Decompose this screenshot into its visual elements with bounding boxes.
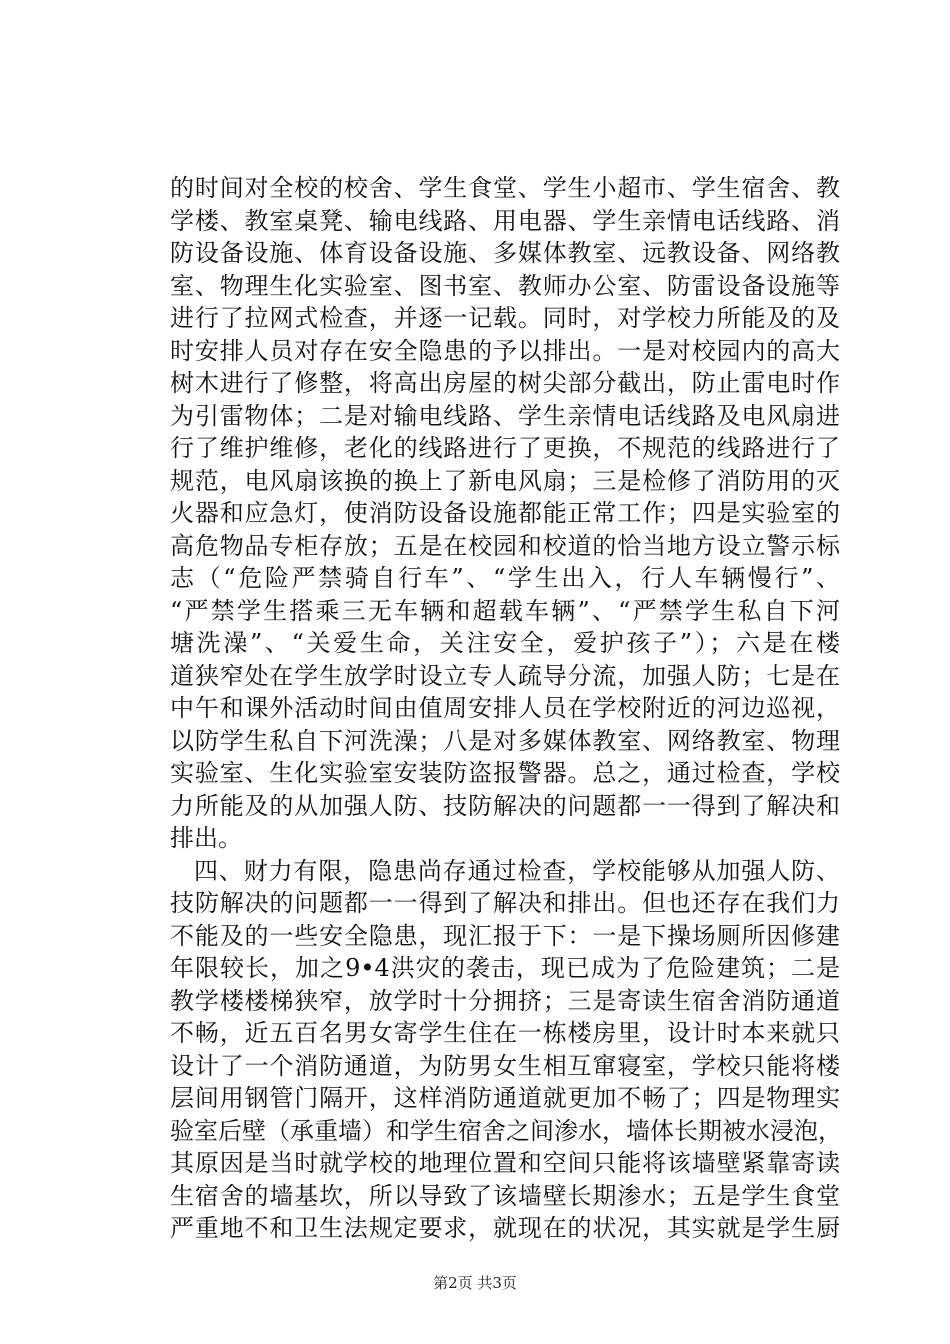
section-heading-line: 四、财力有限，隐患尚存通过检查，学校能够从加强人防、 <box>194 856 840 885</box>
text-line: 火器和应急灯，使消防设备设施都能正常工作；四是实验室的 <box>170 499 840 527</box>
text-line: 层间用钢管门隔开，这样消防通道就更加不畅了；四是物理实 <box>170 1084 840 1112</box>
text-line: 规范，电风扇该换的换上了新电风扇；三是检修了消防用的灭 <box>170 466 840 495</box>
text-line: 设计了一个消防通道，为防男女生相互窜寝室，学校只能将楼 <box>170 1051 840 1080</box>
text-line: 教学楼楼梯狭窄，放学时十分拥挤；三是寄读生宿舍消防通道 <box>170 986 840 1015</box>
text-line: 实验室、生化实验室安装防盗报警器。总之，通过检查，学校 <box>170 759 840 787</box>
text-line: 力所能及的从加强人防、技防解决的问题都一一得到了解决和 <box>170 791 840 820</box>
text-line: 的时间对全校的校舍、学生食堂、学生小超市、学生宿舍、教 <box>170 174 840 202</box>
text-line: 室、物理生化实验室、图书室、教师办公室、防雷设备设施等 <box>170 271 840 300</box>
text-line: 排出。 <box>170 824 242 852</box>
text-line: 塘洗澡”、“关爱生命，关注安全，爱护孩子”）；六是在楼 <box>170 629 840 657</box>
text-line: 其原因是当时就学校的地理位置和空间只能将该墙壁紧靠寄读 <box>170 1149 840 1177</box>
text-line: 年限较长，加之9•4洪灾的袭击，现已成为了危险建筑；二是 <box>170 954 840 982</box>
text-line: 技防解决的问题都一一得到了解决和排出。但也还存在我们力 <box>170 889 840 917</box>
text-line: 高危物品专柜存放；五是在校园和校道的恰当地方设立警示标 <box>170 531 840 560</box>
text-line: 不能及的一些安全隐患，现汇报于下：一是下操场厕所因修建 <box>170 921 840 950</box>
text-line: 不畅，近五百名男女寄学生住在一栋楼房里，设计时本来就只 <box>170 1019 840 1047</box>
text-line: 进行了拉网式检查，并逐一记载。同时，对学校力所能及的及 <box>170 304 840 332</box>
text-line: 时安排人员对存在安全隐患的予以排出。一是对校园内的高大 <box>170 336 840 365</box>
text-line: “严禁学生搭乘三无车辆和超载车辆”、“严禁学生私自下河 <box>170 596 840 625</box>
text-line: 树木进行了修整，将高出房屋的树尖部分截出，防止雷电时作 <box>170 369 840 397</box>
text-line: 防设备设施、体育设备设施、多媒体教室、远教设备、网络教 <box>170 239 840 267</box>
text-line: 验室后壁（承重墙）和学生宿舍之间渗水，墙体长期被水浸泡， <box>170 1116 842 1145</box>
text-line: 志（“危险严禁骑自行车”、“学生出入，行人车辆慢行”、 <box>170 564 840 592</box>
text-line: 中午和课外活动时间由值周安排人员在学校附近的河边巡视， <box>170 694 840 722</box>
text-line: 行了维护维修，老化的线路进行了更换，不规范的线路进行了 <box>170 434 840 462</box>
text-line: 严重地不和卫生法规定要求，就现在的状况，其实就是学生厨 <box>170 1214 840 1242</box>
text-line: 以防学生私自下河洗澡；八是对多媒体教室、网络教室、物理 <box>170 726 840 755</box>
text-line: 生宿舍的墙基坎，所以导致了该墙壁长期渗水；五是学生食堂 <box>170 1181 840 1210</box>
document-body <box>170 172 840 1245</box>
page-footer: 第2页 共3页 <box>433 1274 517 1292</box>
text-line: 学楼、教室桌凳、输电线路、用电器、学生亲情电话线路、消 <box>170 206 840 235</box>
text-line: 道狭窄处在学生放学时设立专人疏导分流，加强人防；七是在 <box>170 661 840 690</box>
text-line: 为引雷物体；二是对输电线路、学生亲情电话线路及电风扇进 <box>170 401 840 430</box>
